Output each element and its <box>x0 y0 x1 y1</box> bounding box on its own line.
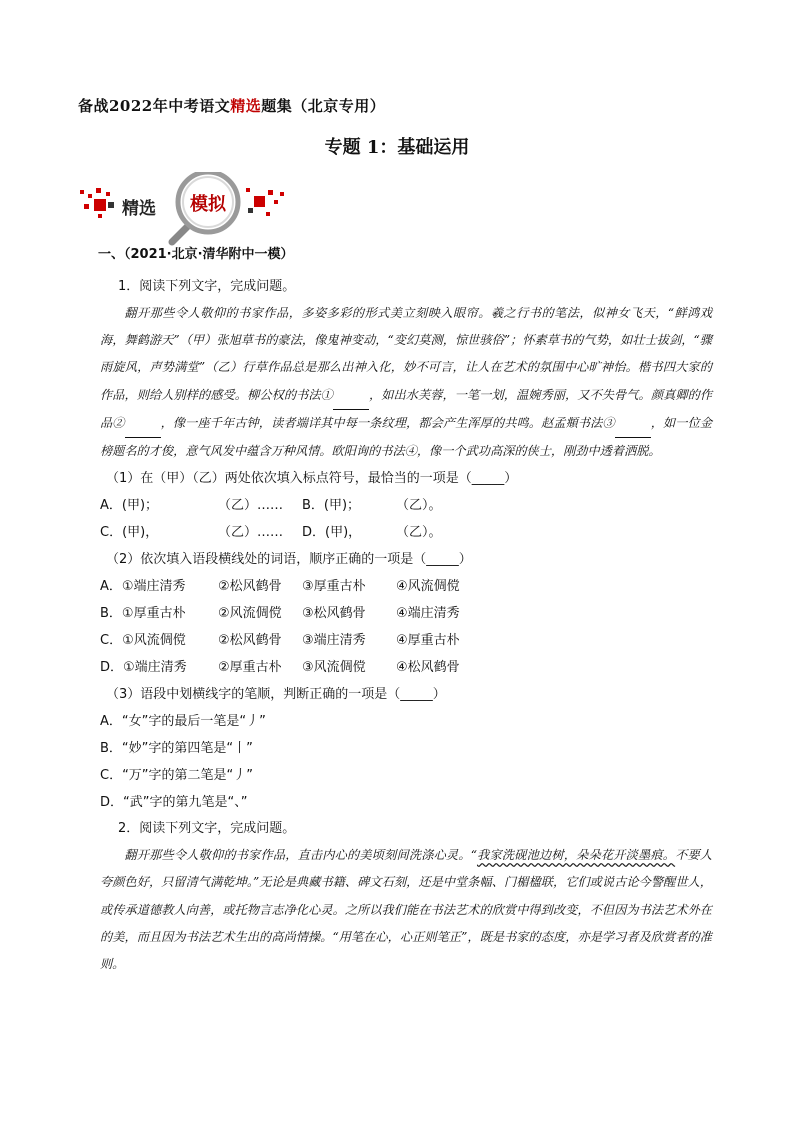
banner-label: 精选 <box>122 199 156 219</box>
section-heading: 一、（2021·北京·清华附中一模） <box>98 247 294 262</box>
document-body <box>100 246 712 978</box>
option-row: A．(甲)； （乙）…… B．(甲)； （乙）。 <box>100 498 442 514</box>
option-d: D．“武”字的第九笔是“、” <box>100 795 248 811</box>
sub-question-3: （3）语段中划横线字的笔顺，判断正确的一项是（_____） <box>106 687 446 703</box>
option-b: B．“妙”字的第四笔是“丨” <box>100 741 253 757</box>
blank-3 <box>615 410 651 438</box>
section-banner <box>78 172 288 247</box>
title-part-2: 题集（北京专用） <box>261 97 386 115</box>
question-1-passage: 翻开那些令人敬仰的书家作品，多姿多彩的形式美立刻映入眼帘。羲之行书的笔法，似神女飞天，“鲜鸿戏海，舞鹤游天”（甲）张旭草书的豪法，像鬼神变动，“变幻莫测，惊世骇俗”；怀素草书的气势，如壮士拔剑，“骤雨旋风，声势满堂”（乙）行草作品总是那么出神入化，妙不可言，让人在艺术的氛围中心旷神怡。楷书四大家的作品，则给人别样的感受。柳公权的书法① ，如出水芙蓉，一笔一划，温婉秀丽，又不失骨气。颜真卿的作品② ，像一座千年古钟，读者端详其中每一条纹理，都会产生浑厚的共鸣。赵孟頫书法③ ，如一位金榜题名的才俊，意气风发中蕴含万种风情。欧阳询的书法④，像一个武功高深的侠士，刚劲中透着洒脱。 <box>100 306 713 459</box>
poem-quote: 我家洗砚池边树，朵朵花开淡墨痕。 <box>476 848 676 863</box>
question-1-title: 1．阅读下列文字，完成问题。 <box>118 279 296 294</box>
option-row: A．①端庄清秀 ②松风鹤骨 ③厚重古朴 ④风流倜傥 <box>100 579 460 595</box>
option-row: C．(甲)， （乙）…… D．(甲)， （乙）。 <box>100 525 442 541</box>
option-row: C．①风流倜傥 ②松风鹤骨 ③端庄清秀 ④厚重古朴 <box>100 633 460 649</box>
sub-question-2: （2）依次填入语段横线处的词语，顺序正确的一项是（_____） <box>106 552 472 568</box>
question-2-passage: 翻开那些令人敬仰的书家作品，直击内心的美顷刻间洗涤心灵。“我家洗砚池边树，朵朵花开淡墨痕。不要人夸颜色好，只留清气满乾坤。”无论是典藏书籍、碑文石刻，还是中堂条幅、门楣楹联，它们或说古论今警醒世人，或传承道德教人向善，或托物言志净化心灵。之所以我们能在书法艺术的欣赏中得到改变，不但因为书法艺术外在的美，而且因为书法艺术生出的高尚情操。“用笔在心，心正则笔正”，既是书家的态度，亦是学习者及欣赏者的准则。 <box>100 848 713 972</box>
option-row: D．①端庄清秀 ②厚重古朴 ③风流倜傥 ④松风鹤骨 <box>100 660 460 676</box>
option-c: C．“万”字的第二笔是“丿” <box>100 768 254 784</box>
option-row: B．①厚重古朴 ②风流倜傥 ③松风鹤骨 ④端庄清秀 <box>100 606 460 622</box>
topic-title: 专题 1：基础运用 <box>324 137 470 158</box>
title-part-1: 备战2022年中考语文 <box>78 97 231 115</box>
option-a: A．“女”字的最后一笔是“丿” <box>100 714 266 730</box>
blank-2 <box>125 410 161 438</box>
sub-question-1: （1）在（甲）（乙）两处依次填入标点符号，最恰当的一项是（_____） <box>106 471 518 487</box>
magnifier-label: 模拟 <box>190 194 226 215</box>
title-part-red: 精选 <box>230 97 262 115</box>
document-title <box>78 95 385 116</box>
question-2-title: 2．阅读下列文字，完成问题。 <box>118 821 296 837</box>
blank-1 <box>333 382 369 410</box>
